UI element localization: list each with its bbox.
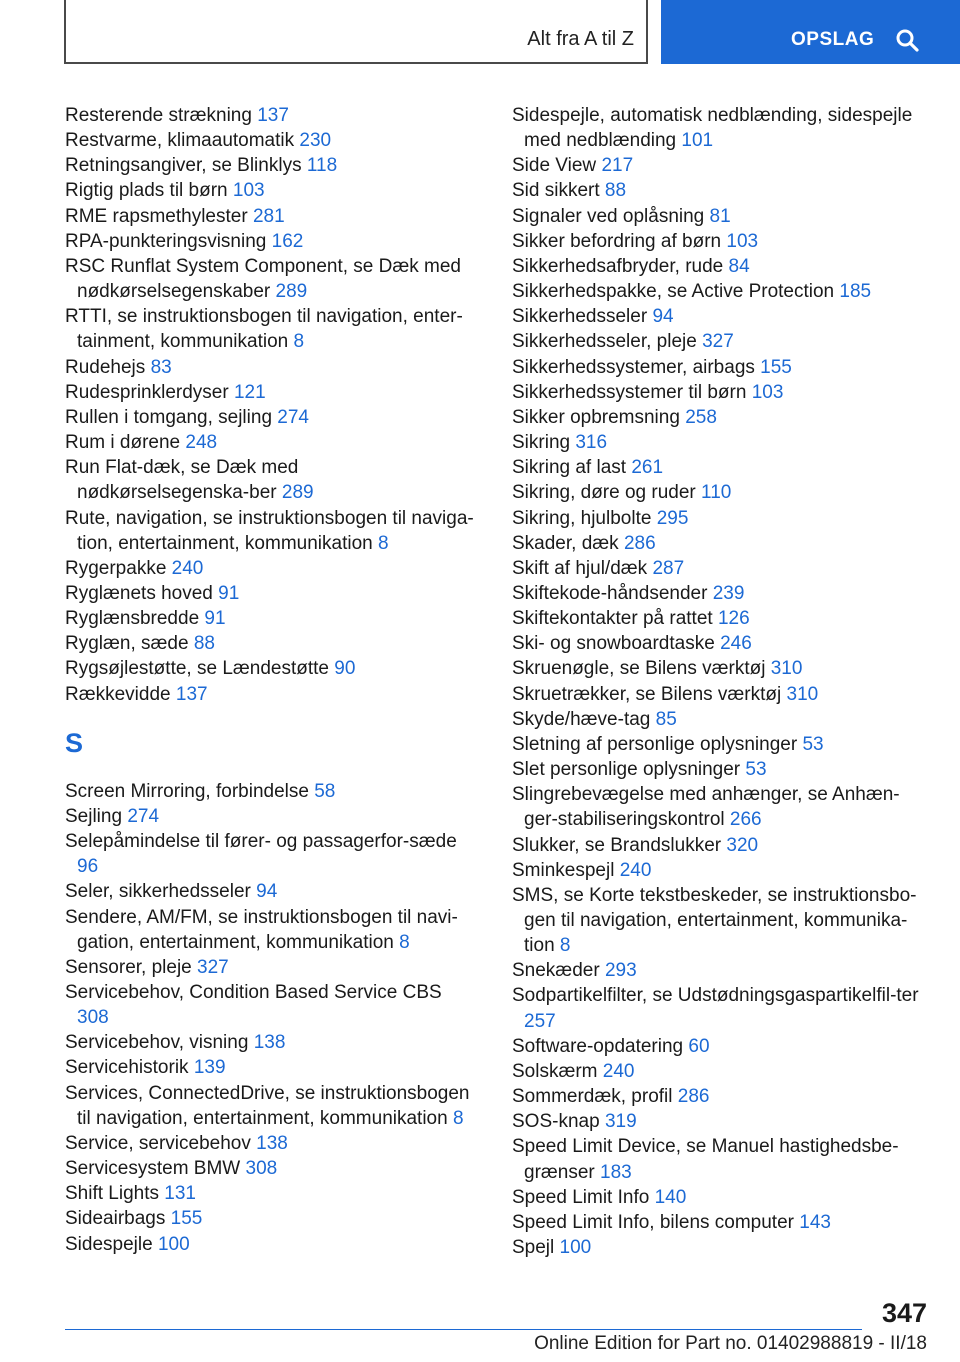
index-entry bbox=[65, 980, 475, 1030]
index-entry-text: Sikring af last bbox=[512, 457, 632, 479]
search-icon bbox=[895, 28, 919, 52]
index-entry bbox=[65, 804, 475, 829]
page-reference-link[interactable]: 240 bbox=[171, 557, 204, 579]
index-entry bbox=[65, 656, 475, 681]
index-group-s-continued bbox=[512, 103, 932, 1260]
page-reference-link[interactable]: 257 bbox=[524, 1010, 556, 1032]
page-reference-link[interactable]: 287 bbox=[652, 557, 685, 579]
page-reference-link[interactable]: 139 bbox=[193, 1057, 226, 1079]
page-reference-link[interactable]: 8 bbox=[378, 532, 389, 554]
page-reference-link[interactable]: 101 bbox=[681, 130, 714, 152]
index-entry-text: Sikkerhedspakke, se Active Protection bbox=[512, 281, 840, 303]
index-entry-text: Rygerpakke bbox=[65, 557, 172, 579]
page-reference-link[interactable]: 293 bbox=[604, 960, 637, 982]
index-entry-text: Speed Limit Info bbox=[512, 1186, 655, 1208]
index-entry bbox=[65, 355, 475, 380]
page-reference-link[interactable]: 246 bbox=[720, 633, 752, 655]
index-entry-text: Seler, sikkerhedsseler bbox=[65, 881, 257, 903]
page-reference-link[interactable]: 310 bbox=[770, 658, 803, 680]
index-entry bbox=[65, 204, 475, 229]
index-entry-text: Sid sikkert bbox=[512, 180, 605, 202]
index-entry bbox=[512, 178, 932, 203]
page-reference-link[interactable]: 100 bbox=[157, 1233, 190, 1255]
page-reference-link[interactable]: 308 bbox=[77, 1007, 109, 1029]
index-entry-text: Sikker opbremsning bbox=[512, 406, 686, 428]
index-entry-text: Slingrebevægelse med anhænger, se Anhæn‐ger-stabiliseringskontrol bbox=[512, 784, 900, 831]
index-entry bbox=[512, 581, 932, 606]
index-entry bbox=[512, 279, 932, 304]
index-entry bbox=[65, 304, 475, 354]
index-entry bbox=[512, 531, 932, 556]
index-entry bbox=[65, 682, 475, 707]
index-entry bbox=[65, 1081, 475, 1131]
index-entry-text: Sikring, døre og ruder bbox=[512, 482, 702, 504]
page-reference-link[interactable]: 162 bbox=[271, 230, 304, 252]
index-entry bbox=[512, 631, 932, 656]
index-entry-text: Sendere, AM/FM, se instruktionsbogen til navi‐gation, entertainment, kommunikation bbox=[65, 906, 458, 953]
index-entry-text: Servicebehov, visning bbox=[65, 1032, 254, 1054]
page-reference-link[interactable]: 88 bbox=[193, 633, 215, 655]
section-letter-s: S bbox=[65, 727, 84, 758]
index-entry bbox=[512, 380, 932, 405]
page-reference-link[interactable]: 60 bbox=[688, 1035, 710, 1057]
page-reference-link[interactable]: 274 bbox=[127, 805, 160, 827]
index-entry bbox=[512, 405, 932, 430]
page-reference-link[interactable]: 110 bbox=[701, 482, 732, 504]
index-entry-text: Run Flat-dæk, se Dæk med nødkørselsegenska‐ber bbox=[65, 457, 299, 504]
page-reference-link[interactable]: 103 bbox=[726, 230, 759, 252]
index-entry-text: Rygsøjlestøtte, se Lændestøtte bbox=[65, 658, 335, 680]
lookup-label: OPSLAG bbox=[791, 29, 875, 50]
index-entry-text: Signaler ved oplåsning bbox=[512, 205, 710, 227]
lookup-button[interactable] bbox=[661, 0, 960, 64]
index-entry-text: Sommerdæk, profil bbox=[512, 1086, 678, 1108]
index-entry bbox=[512, 455, 932, 480]
index-entry-text: Sikkerhedssystemer til børn bbox=[512, 381, 752, 403]
page-reference-link[interactable]: 94 bbox=[652, 306, 674, 328]
page-reference-link[interactable]: 8 bbox=[559, 935, 571, 957]
page-reference-link[interactable]: 286 bbox=[677, 1086, 710, 1108]
index-entry bbox=[512, 480, 932, 505]
index-entry-text: Sikkerhedsseler, pleje bbox=[512, 331, 703, 353]
index-entry-text: RME rapsmethylester bbox=[65, 205, 253, 227]
index-entry-text: Ryglæn, sæde bbox=[65, 633, 194, 655]
page-reference-link[interactable]: 118 bbox=[306, 155, 338, 177]
index-entry-text: Slet personlige oplysninger bbox=[512, 759, 746, 781]
index-entry bbox=[65, 829, 475, 879]
index-entry bbox=[512, 682, 932, 707]
page-reference-link[interactable]: 239 bbox=[712, 582, 745, 604]
index-entry-text: Snekæder bbox=[512, 960, 605, 982]
index-group-r bbox=[65, 103, 475, 707]
index-entry-text: Sejling bbox=[65, 805, 128, 827]
page-reference-link[interactable]: 91 bbox=[204, 608, 226, 630]
footer-divider bbox=[65, 1329, 862, 1330]
page-reference-link[interactable]: 308 bbox=[245, 1158, 278, 1180]
index-entry bbox=[512, 833, 932, 858]
index-entry-text: Service, servicebehov bbox=[65, 1132, 257, 1154]
page-reference-link[interactable]: 58 bbox=[314, 780, 336, 802]
page-reference-link[interactable]: 217 bbox=[601, 155, 634, 177]
index-entry bbox=[65, 103, 475, 128]
index-entry bbox=[512, 229, 932, 254]
index-entry-text: Sikkerhedsseler bbox=[512, 306, 653, 328]
index-entry bbox=[512, 254, 932, 279]
index-entry-text: Ryglænets hoved bbox=[65, 582, 219, 604]
index-entry bbox=[65, 229, 475, 254]
page-reference-link[interactable]: 240 bbox=[619, 859, 652, 881]
index-group-s bbox=[65, 779, 475, 1257]
index-entry-text: Skruenøgle, se Bilens værktøj bbox=[512, 658, 771, 680]
index-entry bbox=[65, 506, 475, 556]
index-entry bbox=[65, 581, 475, 606]
index-entry bbox=[512, 1059, 932, 1084]
page-reference-link[interactable]: 94 bbox=[256, 881, 278, 903]
page-reference-link[interactable]: 289 bbox=[275, 281, 308, 303]
index-entry bbox=[65, 1181, 475, 1206]
index-entry bbox=[65, 430, 475, 455]
index-entry-text: Slukker, se Brandslukker bbox=[512, 834, 727, 856]
page-reference-link[interactable]: 274 bbox=[277, 406, 309, 428]
index-column-left bbox=[65, 103, 475, 1257]
page-reference-link[interactable]: 281 bbox=[252, 205, 285, 227]
page-reference-link[interactable]: 8 bbox=[452, 1107, 464, 1129]
index-entry bbox=[512, 958, 932, 983]
page-reference-link[interactable]: 138 bbox=[256, 1132, 288, 1154]
index-entry bbox=[512, 656, 932, 681]
page-reference-link[interactable]: 137 bbox=[175, 683, 208, 705]
index-entry-text: Sikkerhedsafbryder, rude bbox=[512, 255, 729, 277]
index-entry bbox=[512, 1134, 932, 1184]
index-entry bbox=[512, 556, 932, 581]
page-reference-link[interactable]: 183 bbox=[600, 1161, 632, 1183]
index-entry bbox=[65, 153, 475, 178]
index-entry bbox=[65, 631, 475, 656]
chapter-tab[interactable] bbox=[64, 0, 648, 64]
index-entry bbox=[512, 858, 932, 883]
index-entry-text: Rudehejs bbox=[65, 356, 151, 378]
index-entry bbox=[65, 455, 475, 505]
index-entry bbox=[512, 732, 932, 757]
page-reference-link[interactable]: 319 bbox=[604, 1111, 637, 1133]
index-entry-text: Resterende strækning bbox=[65, 105, 258, 126]
index-entry-text: Speed Limit Info, bilens computer bbox=[512, 1211, 800, 1233]
page-reference-link[interactable]: 53 bbox=[745, 759, 767, 781]
page-reference-link[interactable]: 240 bbox=[602, 1060, 635, 1082]
index-entry-text: Sikkerhedssystemer, airbags bbox=[512, 356, 761, 378]
page-reference-link[interactable]: 286 bbox=[623, 532, 656, 554]
index-entry-text: Sidespejle, automatisk nedblænding, sidespejle med nedblænding bbox=[512, 105, 913, 152]
index-entry bbox=[65, 1232, 475, 1257]
page-reference-link[interactable]: 261 bbox=[631, 457, 664, 479]
index-entry bbox=[65, 405, 475, 430]
page-reference-link[interactable]: 310 bbox=[786, 683, 819, 705]
index-entry bbox=[512, 883, 932, 958]
page-reference-link[interactable]: 131 bbox=[164, 1183, 196, 1205]
index-entry-text: Servicesystem BMW bbox=[65, 1158, 246, 1180]
page-reference-link[interactable]: 88 bbox=[604, 180, 627, 202]
index-entry bbox=[512, 1235, 932, 1260]
index-entry bbox=[512, 204, 932, 229]
page-reference-link[interactable]: 96 bbox=[77, 856, 99, 878]
page-reference-link[interactable]: 53 bbox=[802, 733, 824, 755]
index-entry-text: Skiftekode-håndsender bbox=[512, 582, 713, 604]
index-entry-text: Skyde/hæve-tag bbox=[512, 708, 656, 730]
page-reference-link[interactable]: 126 bbox=[717, 608, 750, 630]
index-entry-text: Servicebehov, Condition Based Service CBS bbox=[65, 982, 442, 1003]
index-entry-text: Rudesprinklerdyser bbox=[65, 381, 234, 403]
index-entry bbox=[65, 879, 475, 904]
page-reference-link[interactable]: 327 bbox=[702, 331, 734, 353]
chapter-title: Alt fra A til Z bbox=[527, 28, 634, 50]
index-entry-text: Restvarme, klimaautomatik bbox=[65, 130, 300, 152]
index-entry bbox=[65, 556, 475, 581]
page-reference-link[interactable]: 85 bbox=[655, 708, 677, 730]
index-entry bbox=[65, 128, 475, 153]
page-reference-link[interactable]: 316 bbox=[575, 432, 608, 454]
index-entry-text: Sodpartikelfilter, se Udstødningsgaspartikelfil‐ter bbox=[512, 985, 919, 1007]
page-reference-link[interactable]: 295 bbox=[656, 507, 689, 529]
index-entry-text: Software-opdatering bbox=[512, 1035, 689, 1057]
index-entry bbox=[65, 178, 475, 203]
page-reference-link[interactable]: 103 bbox=[232, 180, 265, 202]
page-reference-link[interactable]: 138 bbox=[253, 1032, 286, 1054]
index-entry-text: Sletning af personlige oplysninger bbox=[512, 733, 803, 755]
index-entry-text: Rigtig plads til børn bbox=[65, 180, 233, 202]
page-reference-link[interactable]: 91 bbox=[218, 582, 240, 604]
page-reference-link[interactable]: 90 bbox=[334, 658, 356, 680]
index-entry bbox=[512, 983, 932, 1033]
page-reference-link[interactable]: 84 bbox=[728, 255, 750, 277]
index-entry-text: Side View bbox=[512, 155, 602, 177]
page-reference-link[interactable]: 81 bbox=[709, 205, 731, 227]
index-entry bbox=[512, 707, 932, 732]
index-entry-text: Sikring, hjulbolte bbox=[512, 507, 657, 529]
index-entry-text: Retningsangiver, se Blinklys bbox=[65, 155, 307, 177]
page-reference-link[interactable]: 103 bbox=[751, 381, 784, 403]
page-reference-link[interactable]: 230 bbox=[299, 130, 332, 152]
index-entry bbox=[512, 430, 932, 455]
index-entry bbox=[512, 1034, 932, 1059]
index-entry-text: Solskærm bbox=[512, 1060, 603, 1082]
index-entry-text: SOS-knap bbox=[512, 1111, 605, 1133]
page-reference-link[interactable]: 121 bbox=[233, 381, 266, 403]
index-entry bbox=[512, 757, 932, 782]
index-entry-text: Ryglænsbredde bbox=[65, 608, 205, 630]
index-entry-text: RPA-punkteringsvisning bbox=[65, 230, 272, 252]
index-entry-text: Services, ConnectedDrive, se instruktionsbogen til navigation, entertainment, kommunikation bbox=[65, 1082, 470, 1129]
index-entry bbox=[512, 153, 932, 178]
index-entry bbox=[65, 606, 475, 631]
index-entry-text: Rækkevidde bbox=[65, 683, 176, 705]
index-entry-text: Sidespejle bbox=[65, 1233, 158, 1255]
index-entry-text: Rum i dørene bbox=[65, 432, 186, 454]
index-entry-text: Screen Mirroring, forbindelse bbox=[65, 780, 315, 802]
index-entry bbox=[512, 329, 932, 354]
page-reference-link[interactable]: 289 bbox=[281, 482, 314, 504]
index-entry-text: SMS, se Korte tekstbeskeder, se instruktionsbo‐gen til navigation, entertainment, kommunika‐tion bbox=[512, 884, 917, 957]
index-entry bbox=[512, 103, 932, 153]
page-reference-link[interactable]: 155 bbox=[760, 356, 792, 378]
page-reference-link[interactable]: 258 bbox=[685, 406, 717, 428]
index-entry bbox=[65, 955, 475, 980]
index-entry-text: Rute, navigation, se instruktionsbogen til naviga‐tion, entertainment, kommunikation bbox=[65, 507, 474, 554]
index-entry bbox=[65, 254, 475, 304]
index-entry bbox=[512, 506, 932, 531]
index-entry bbox=[512, 1185, 932, 1210]
index-entry bbox=[512, 1210, 932, 1235]
page-reference-link[interactable]: 266 bbox=[729, 809, 762, 831]
index-entry bbox=[512, 782, 932, 832]
index-entry-text: Skruetrækker, se Bilens værktøj bbox=[512, 683, 787, 705]
index-entry-text: Speed Limit Device, se Manuel hastighedsbe‐grænser bbox=[512, 1136, 899, 1183]
index-entry bbox=[65, 1156, 475, 1181]
index-entry-text: Skiftekontakter på rattet bbox=[512, 608, 718, 630]
page-reference-link[interactable]: 137 bbox=[257, 105, 289, 126]
index-entry bbox=[512, 1084, 932, 1109]
index-entry-text: Sminkespejl bbox=[512, 859, 620, 881]
index-entry-text: Selepåmindelse til fører- og passagerfor‐sæde bbox=[65, 831, 457, 853]
index-entry bbox=[65, 1131, 475, 1156]
index-entry-text: Skift af hjul/dæk bbox=[512, 557, 653, 579]
index-entry-text: Spejl bbox=[512, 1237, 560, 1259]
index-entry-text: Rullen i tomgang, sejling bbox=[65, 406, 278, 428]
page-reference-link[interactable]: 100 bbox=[559, 1237, 592, 1259]
page-reference-link[interactable]: 248 bbox=[185, 432, 218, 454]
index-entry-text: Servicehistorik bbox=[65, 1057, 194, 1079]
index-entry-text: RTTI, se instruktionsbogen til navigation, enter‐tainment, kommunikation bbox=[65, 306, 463, 353]
index-entry-text: Sideairbags bbox=[65, 1208, 171, 1230]
index-entry bbox=[65, 905, 475, 955]
index-entry bbox=[512, 355, 932, 380]
page-reference-link[interactable]: 140 bbox=[654, 1186, 687, 1208]
index-entry-text: Shift Lights bbox=[65, 1183, 165, 1205]
page-reference-link[interactable]: 8 bbox=[399, 931, 410, 953]
index-entry-text: Sikker befordring af børn bbox=[512, 230, 727, 252]
page-reference-link[interactable]: 8 bbox=[293, 331, 305, 353]
index-entry bbox=[512, 304, 932, 329]
edition-footer: Online Edition for Part no. 01402988819 - II/18 bbox=[534, 1333, 927, 1354]
page-reference-link[interactable]: 327 bbox=[197, 956, 229, 978]
page-reference-link[interactable]: 155 bbox=[170, 1208, 203, 1230]
index-entry bbox=[65, 1206, 475, 1231]
index-entry-text: Sensorer, pleje bbox=[65, 956, 198, 978]
page-reference-link[interactable]: 83 bbox=[150, 356, 172, 378]
index-entry bbox=[65, 1030, 475, 1055]
index-entry-text: RSC Runflat System Component, se Dæk med nødkørselsegenskaber bbox=[65, 255, 461, 303]
page-reference-link[interactable]: 320 bbox=[726, 834, 759, 856]
index-entry-text: Ski- og snowboardtaske bbox=[512, 633, 721, 655]
index-entry-text: Sikring bbox=[512, 432, 576, 454]
index-column-right bbox=[512, 103, 932, 1260]
page-number: 347 bbox=[881, 1298, 927, 1328]
index-entry bbox=[512, 606, 932, 631]
index-entry bbox=[512, 1109, 932, 1134]
page-reference-link[interactable]: 185 bbox=[839, 281, 872, 303]
index-entry-text: Skader, dæk bbox=[512, 532, 624, 554]
index-entry bbox=[65, 1055, 475, 1080]
index-entry bbox=[65, 380, 475, 405]
index-entry bbox=[65, 779, 475, 804]
page-reference-link[interactable]: 143 bbox=[799, 1211, 831, 1233]
